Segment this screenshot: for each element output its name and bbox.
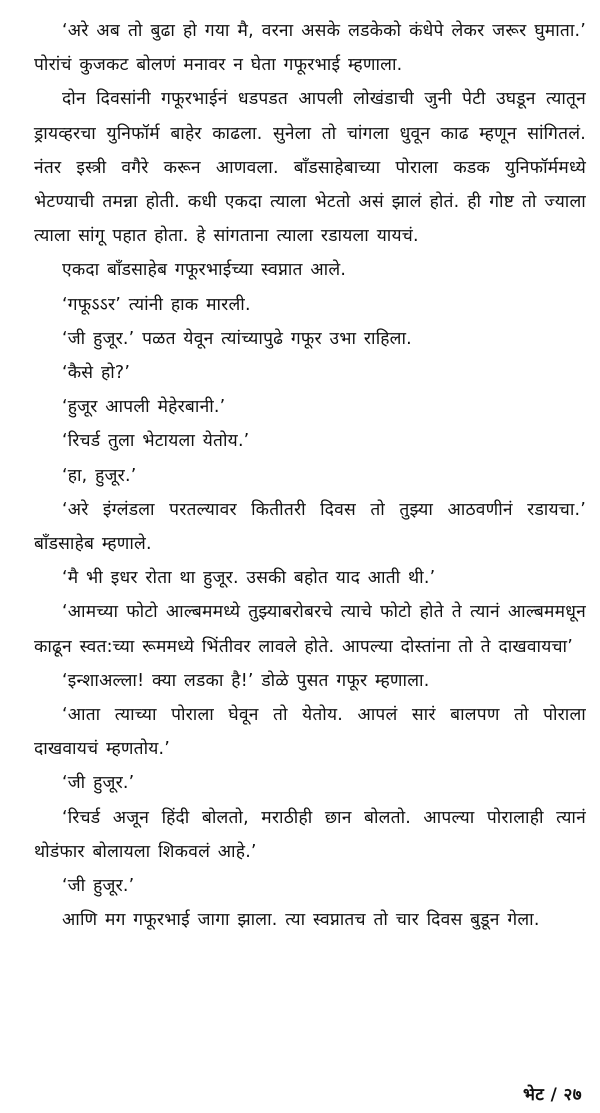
paragraph: एकदा बाँडसाहेब गफूरभाईच्या स्वप्नात आले. bbox=[62, 260, 347, 281]
dialogue-line: ‘अरे इंग्लंडला परतल्यावर कितीतरी दिवस तो तुझ्या आठवणीनं रडायचा.’ बाँडसाहेब म्हणाले. bbox=[34, 499, 586, 555]
dialogue-line: ‘जी हुजूर.’ bbox=[62, 876, 135, 897]
dialogue-line: ‘आमच्या फोटो आल्बममध्ये तुझ्याबरोबरचे त्याचे फोटो होते ते त्यानं आल्बममधून काढून स्वत:च्या रूममध्ये भिंतीवर लावले होते. आपल्या दोस्तांना तो ते दाखवायचा’ bbox=[34, 602, 586, 657]
dialogue-line: ‘इन्शाअल्ला! क्या लडका है!’ डोळे पुसत गफूर म्हणाला. bbox=[62, 670, 430, 691]
dialogue-line: ‘रिचर्ड अजून हिंदी बोलतो, मराठीही छान बोलतो. आपल्या पोरालाही त्यानं थोडंफार बोलायला शिकवलं आहे.’ bbox=[34, 807, 586, 862]
dialogue-line: ‘जी हुजूर.’ bbox=[62, 773, 135, 794]
dialogue-line: ‘मै भी इधर रोता था हुजूर. उसकी बहोत याद आती थी.’ bbox=[62, 568, 436, 589]
dialogue-line: ‘कैसे हो?’ bbox=[62, 363, 131, 384]
paragraph: दोन दिवसांनी गफूरभाईनं धडपडत आपली लोखंडाची जुनी पेटी उघडून त्यातून ड्रायव्हरचा युनिफॉर्म बाहेर काढला. सुनेला तो चांगला धुवून काढ म्हणून सांगितलं. नंतर इस्त्री वगैरे करून आणवला. बाँडसाहेबाच्या पोराला कडक युनिफॉर्ममध्ये भेटण्याची तमन्ना होती. कधी एकदा त्याला भेटतो असं झालं होतं. ही गोष्ट तो ज्याला त्याला सांगू पहात होता. हे सांगताना त्याला रडायला यायचं. bbox=[34, 89, 586, 247]
dialogue-line: ‘आता त्याच्या पोराला घेवून तो येतोय. आपलं सारं बालपण तो पोराला दाखवायचं म्हणतोय.’ bbox=[34, 705, 586, 760]
dialogue-line: ‘जी हुजूर.’ पळत येवून त्यांच्यापुढे गफूर उभा राहिला. bbox=[62, 328, 412, 349]
dialogue-line: ‘गफूऽऽर’ त्यांनी हाक मारली. bbox=[62, 294, 251, 315]
page-footer: भेट / २७ bbox=[522, 1085, 582, 1105]
dialogue-line: ‘रिचर्ड तुला भेटायला येतोय.’ bbox=[62, 431, 250, 452]
dialogue-line: ‘हुजूर आपली मेहेरबानी.’ bbox=[62, 397, 226, 418]
dialogue-line: ‘हा, हुजूर.’ bbox=[62, 465, 137, 486]
paragraph: ‘अरे अब तो बुढा हो गया मै, वरना असके लडकेको कंधेपे लेकर जरूर घुमाता.’ पोरांचं कुजकट बोलणं मनावर न घेता गफूरभाई म्हणाला. bbox=[34, 21, 586, 76]
paragraph: आणि मग गफूरभाई जागा झाला. त्या स्वप्नातच तो चार दिवस बुडून गेला. bbox=[62, 910, 540, 931]
